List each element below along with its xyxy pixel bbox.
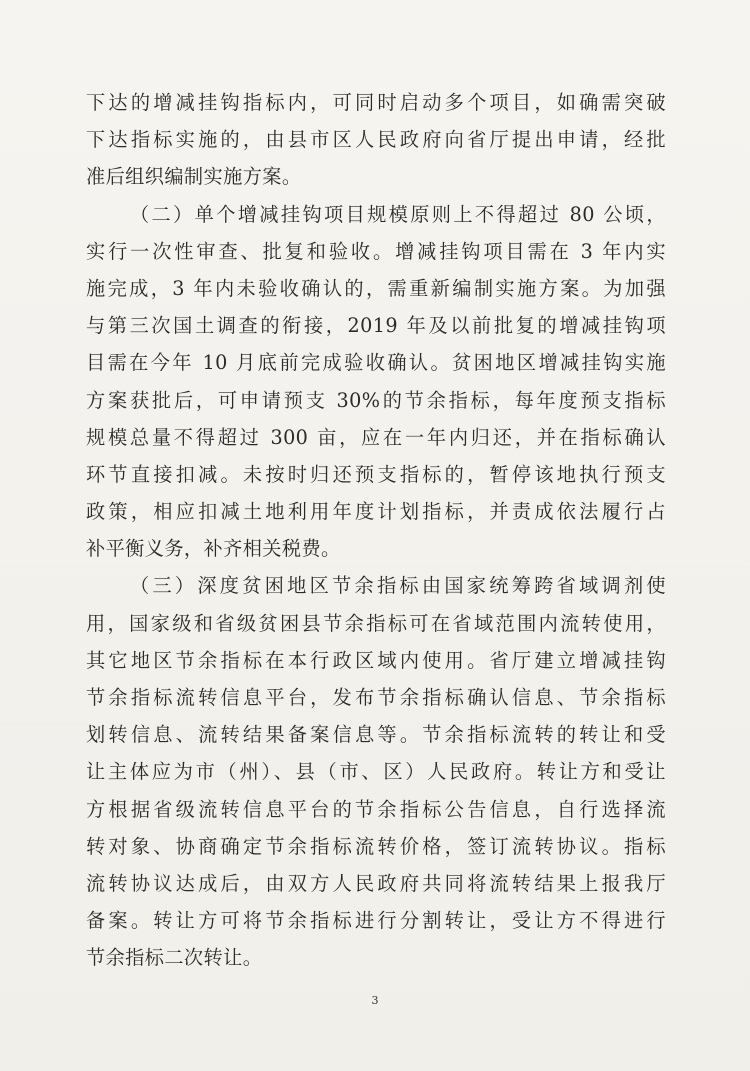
page-number: 3 bbox=[371, 994, 379, 1007]
text-line: 方根据省级流转信息平台的节余指标公告信息，自行选择流 bbox=[86, 797, 666, 821]
text-line: 其它地区节余指标在本行政区域内使用。省厅建立增减挂钩 bbox=[86, 648, 666, 672]
text-line: 补平衡义务，补齐相关税费。 bbox=[86, 537, 341, 561]
text-line: 让主体应为市（州）、县（市、区）人民政府。转让方和受让 bbox=[86, 760, 666, 784]
text-line: 施完成，3 年内未验收确认的，需重新编制实施方案。为加强 bbox=[86, 276, 666, 300]
text-line: 下达的增减挂钩指标内，可同时启动多个项目，如确需突破 bbox=[86, 91, 666, 114]
text-line: 方案获批后，可申请预支 30%的节余指标，每年度预支指标 bbox=[86, 388, 666, 412]
text-line: 目需在今年 10 月底前完成验收确认。贫困地区增减挂钩实施 bbox=[86, 351, 666, 375]
text-line: 规模总量不得超过 300 亩，应在一年内归还，并在指标确认 bbox=[86, 425, 666, 449]
text-line: 划转信息、流转结果备案信息等。节余指标流转的转让和受 bbox=[86, 723, 666, 747]
text-line: 流转协议达成后，由双方人民政府共同将流转结果上报我厅 bbox=[86, 871, 666, 895]
text-line: 转对象、协商确定节余指标流转价格，签订流转协议。指标 bbox=[86, 834, 666, 858]
paragraph-heading-line: （三）深度贫困地区节余指标由国家统筹跨省域调剂使 bbox=[130, 574, 666, 598]
text-line: 与第三次国土调查的衔接，2019 年及以前批复的增减挂钩项 bbox=[86, 314, 666, 338]
text-line: 备案。转让方可将节余指标进行分割转让，受让方不得进行 bbox=[86, 909, 666, 933]
paragraph-heading-line: （二）单个增减挂钩项目规模原则上不得超过 80 公顷， bbox=[130, 202, 666, 226]
text-line: 节余指标二次转让。 bbox=[86, 946, 263, 970]
body-text bbox=[86, 84, 666, 977]
text-line: 实行一次性审查、批复和验收。增减挂钩项目需在 3 年内实 bbox=[86, 239, 666, 263]
text-line: 用，国家级和省级贫困县节余指标可在省域范围内流转使用， bbox=[86, 611, 666, 635]
text-line: 准后组织编制实施方案。 bbox=[86, 165, 302, 189]
text-line: 政策，相应扣减土地利用年度计划指标，并责成依法履行占 bbox=[86, 500, 666, 524]
text-line: 下达指标实施的，由县市区人民政府向省厅提出申请，经批 bbox=[86, 128, 666, 152]
text-line: 环节直接扣减。未按时归还预支指标的，暂停该地执行预支 bbox=[86, 462, 666, 486]
text-line: 节余指标流转信息平台，发布节余指标确认信息、节余指标 bbox=[86, 686, 666, 709]
